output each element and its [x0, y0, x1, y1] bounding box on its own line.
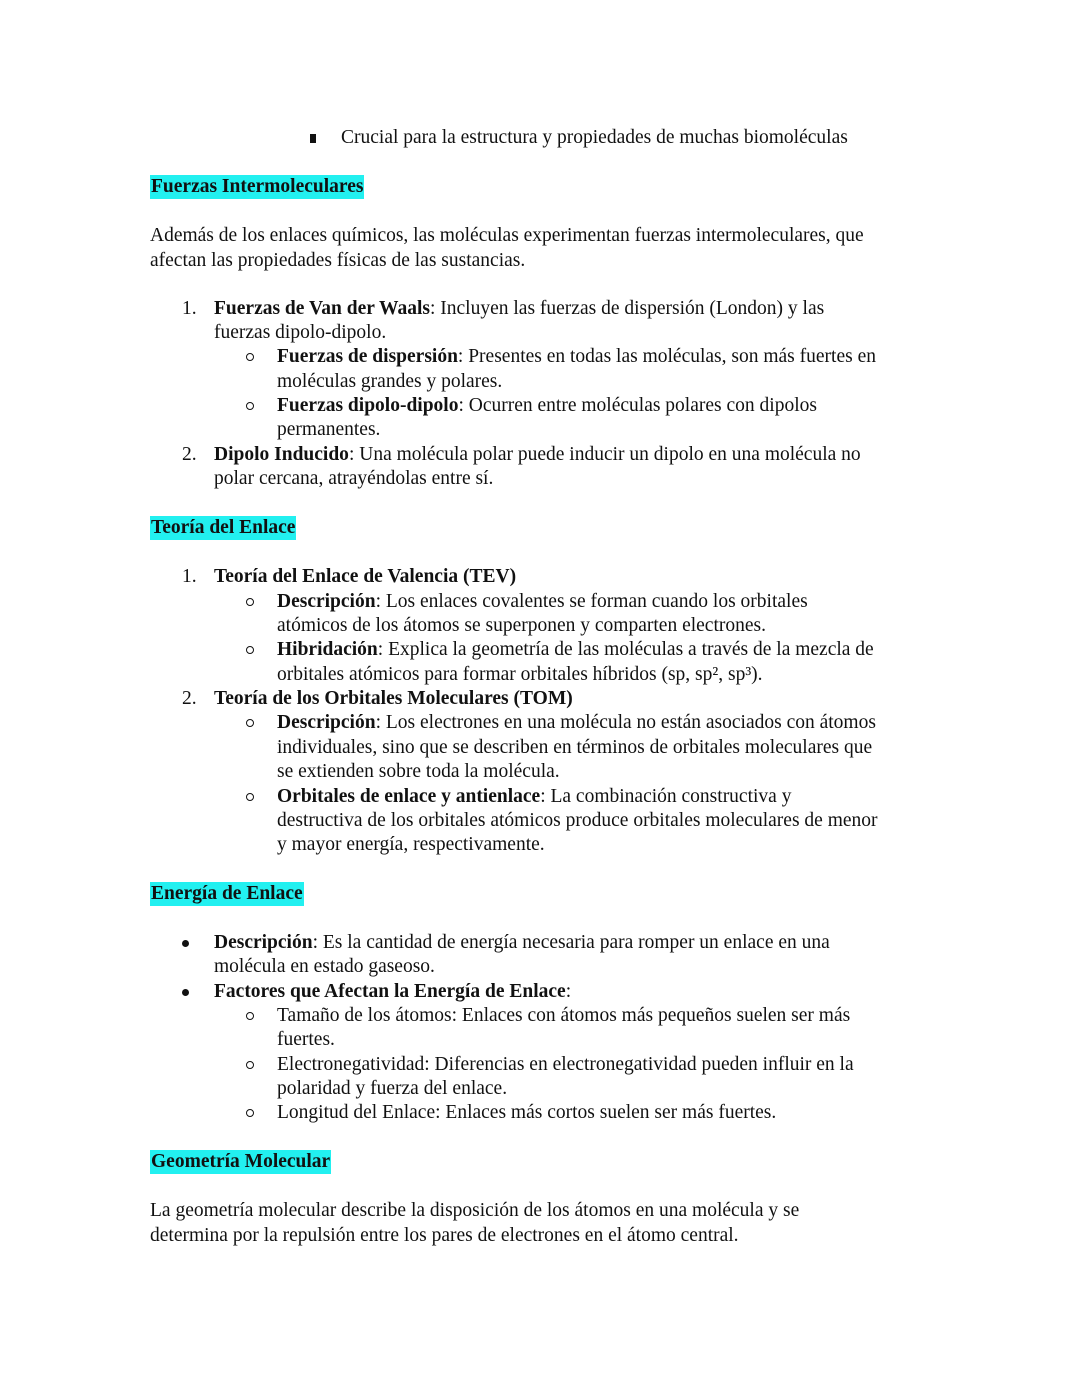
square-bullet-icon: [310, 134, 316, 143]
term: Fuerzas dipolo-dipolo: [277, 395, 459, 416]
list-item-tev: [214, 565, 516, 589]
paragraph-line: moléculas grandes y polares.: [277, 371, 503, 392]
list-number: 1.: [182, 298, 197, 319]
term: Teoría del Enlace de Valencia (TEV): [214, 566, 517, 587]
heading-fuerzas-intermoleculares: Fuerzas Intermoleculares: [151, 176, 364, 197]
term: Teoría de los Orbitales Moleculares (TOM): [214, 688, 573, 709]
circle-bullet-icon: [246, 1109, 254, 1117]
term: Orbitales de enlace y antienlace: [277, 786, 541, 807]
term: Descripción: [214, 932, 313, 953]
circle-bullet-icon: [246, 646, 254, 654]
list-item-tev-descripcion: [277, 590, 808, 614]
paragraph-line: permanentes.: [277, 419, 381, 440]
paragraph-line: Además de los enlaces químicos, las moléculas experimentan fuerzas intermoleculares, que: [150, 225, 864, 246]
circle-bullet-icon: [246, 598, 254, 606]
bullet-icon: [182, 940, 189, 947]
term: Fuerzas de Van der Waals: [214, 298, 430, 319]
bullet-icon: [182, 989, 189, 996]
list-item-tom-descripcion: [277, 711, 876, 735]
heading-teoria-del-enlace: Teoría del Enlace: [151, 517, 296, 538]
term: Dipolo Inducido: [214, 444, 349, 465]
term: Hibridación: [277, 639, 378, 660]
list-item-hibridacion: [277, 638, 874, 662]
list-item-orbitales: [277, 785, 791, 809]
list-number: 1.: [182, 566, 197, 587]
list-item-dispersion: [277, 345, 876, 369]
list-item-dipolo-inducido: [214, 443, 861, 467]
circle-bullet-icon: [246, 793, 254, 801]
definition: : Ocurren entre moléculas polares con dipolos: [458, 395, 817, 416]
paragraph-line: destructiva de los orbitales atómicos produce orbitales moleculares de menor: [277, 810, 878, 831]
paragraph-line: orbitales atómicos para formar orbitales híbridos (sp, sp², sp³).: [277, 664, 763, 685]
heading-energia-de-enlace: Energía de Enlace: [151, 883, 303, 904]
paragraph-line: afectan las propiedades físicas de las sustancias.: [150, 250, 526, 271]
heading-geometria-molecular: Geometría Molecular: [151, 1151, 331, 1172]
list-item-factores: [214, 980, 571, 1004]
list-item-electronegatividad: Electronegatividad: Diferencias en electronegatividad pueden influir en la: [277, 1054, 854, 1075]
definition: : Presentes en todas las moléculas, son más fuertes en: [457, 346, 876, 367]
term: Descripción: [277, 591, 376, 612]
list-item-tamano: Tamaño de los átomos: Enlaces con átomos más pequeños suelen ser más: [277, 1005, 851, 1026]
circle-bullet-icon: [246, 353, 254, 361]
list-item-energia-descripcion: [214, 931, 830, 955]
list-number: 2.: [182, 444, 197, 465]
list-number: 2.: [182, 688, 197, 709]
paragraph-line: fuertes.: [277, 1029, 335, 1050]
definition: : Los enlaces covalentes se forman cuando los orbitales: [375, 591, 808, 612]
paragraph-line: y mayor energía, respectivamente.: [277, 834, 545, 855]
term: Descripción: [277, 712, 376, 733]
definition: : Los electrones en una molécula no están asociados con átomos: [375, 712, 876, 733]
definition: : La combinación constructiva y: [540, 786, 792, 807]
list-item-van-der-waals: [214, 297, 824, 321]
term: Fuerzas de dispersión: [277, 346, 458, 367]
term: Factores que Afectan la Energía de Enlace: [214, 981, 566, 1002]
definition: : Una molécula polar puede inducir un dipolo en una molécula no: [348, 444, 861, 465]
paragraph-line: molécula en estado gaseoso.: [214, 956, 435, 977]
list-item-dipolo-dipolo: [277, 394, 817, 418]
paragraph-line: fuerzas dipolo-dipolo.: [214, 322, 387, 343]
definition: :: [565, 981, 572, 1002]
paragraph-line: individuales, sino que se describen en términos de orbitales moleculares que: [277, 737, 873, 758]
definition: : Es la cantidad de energía necesaria para romper un enlace en una: [312, 932, 830, 953]
definition: : Incluyen las fuerzas de dispersión (London) y las: [429, 298, 825, 319]
paragraph-line: determina por la repulsión entre los pares de electrones en el átomo central.: [150, 1225, 739, 1246]
circle-bullet-icon: [246, 402, 254, 410]
circle-bullet-icon: [246, 1012, 254, 1020]
list-item-longitud: Longitud del Enlace: Enlaces más cortos suelen ser más fuertes.: [277, 1102, 777, 1123]
paragraph-line: La geometría molecular describe la disposición de los átomos en una molécula y se: [150, 1200, 800, 1221]
paragraph-line: polar cercana, atrayéndolas entre sí.: [214, 468, 494, 489]
circle-bullet-icon: [246, 719, 254, 727]
paragraph-line: polaridad y fuerza del enlace.: [277, 1078, 508, 1099]
paragraph-line: se extienden sobre toda la molécula.: [277, 761, 560, 782]
list-item-tom: [214, 687, 573, 711]
circle-bullet-icon: [246, 1061, 254, 1069]
definition: : Explica la geometría de las moléculas a través de la mezcla de: [377, 639, 874, 660]
paragraph-line: atómicos de los átomos se superponen y comparten electrones.: [277, 615, 766, 636]
list-item-biomoleculas: Crucial para la estructura y propiedades de muchas biomoléculas: [341, 127, 848, 148]
